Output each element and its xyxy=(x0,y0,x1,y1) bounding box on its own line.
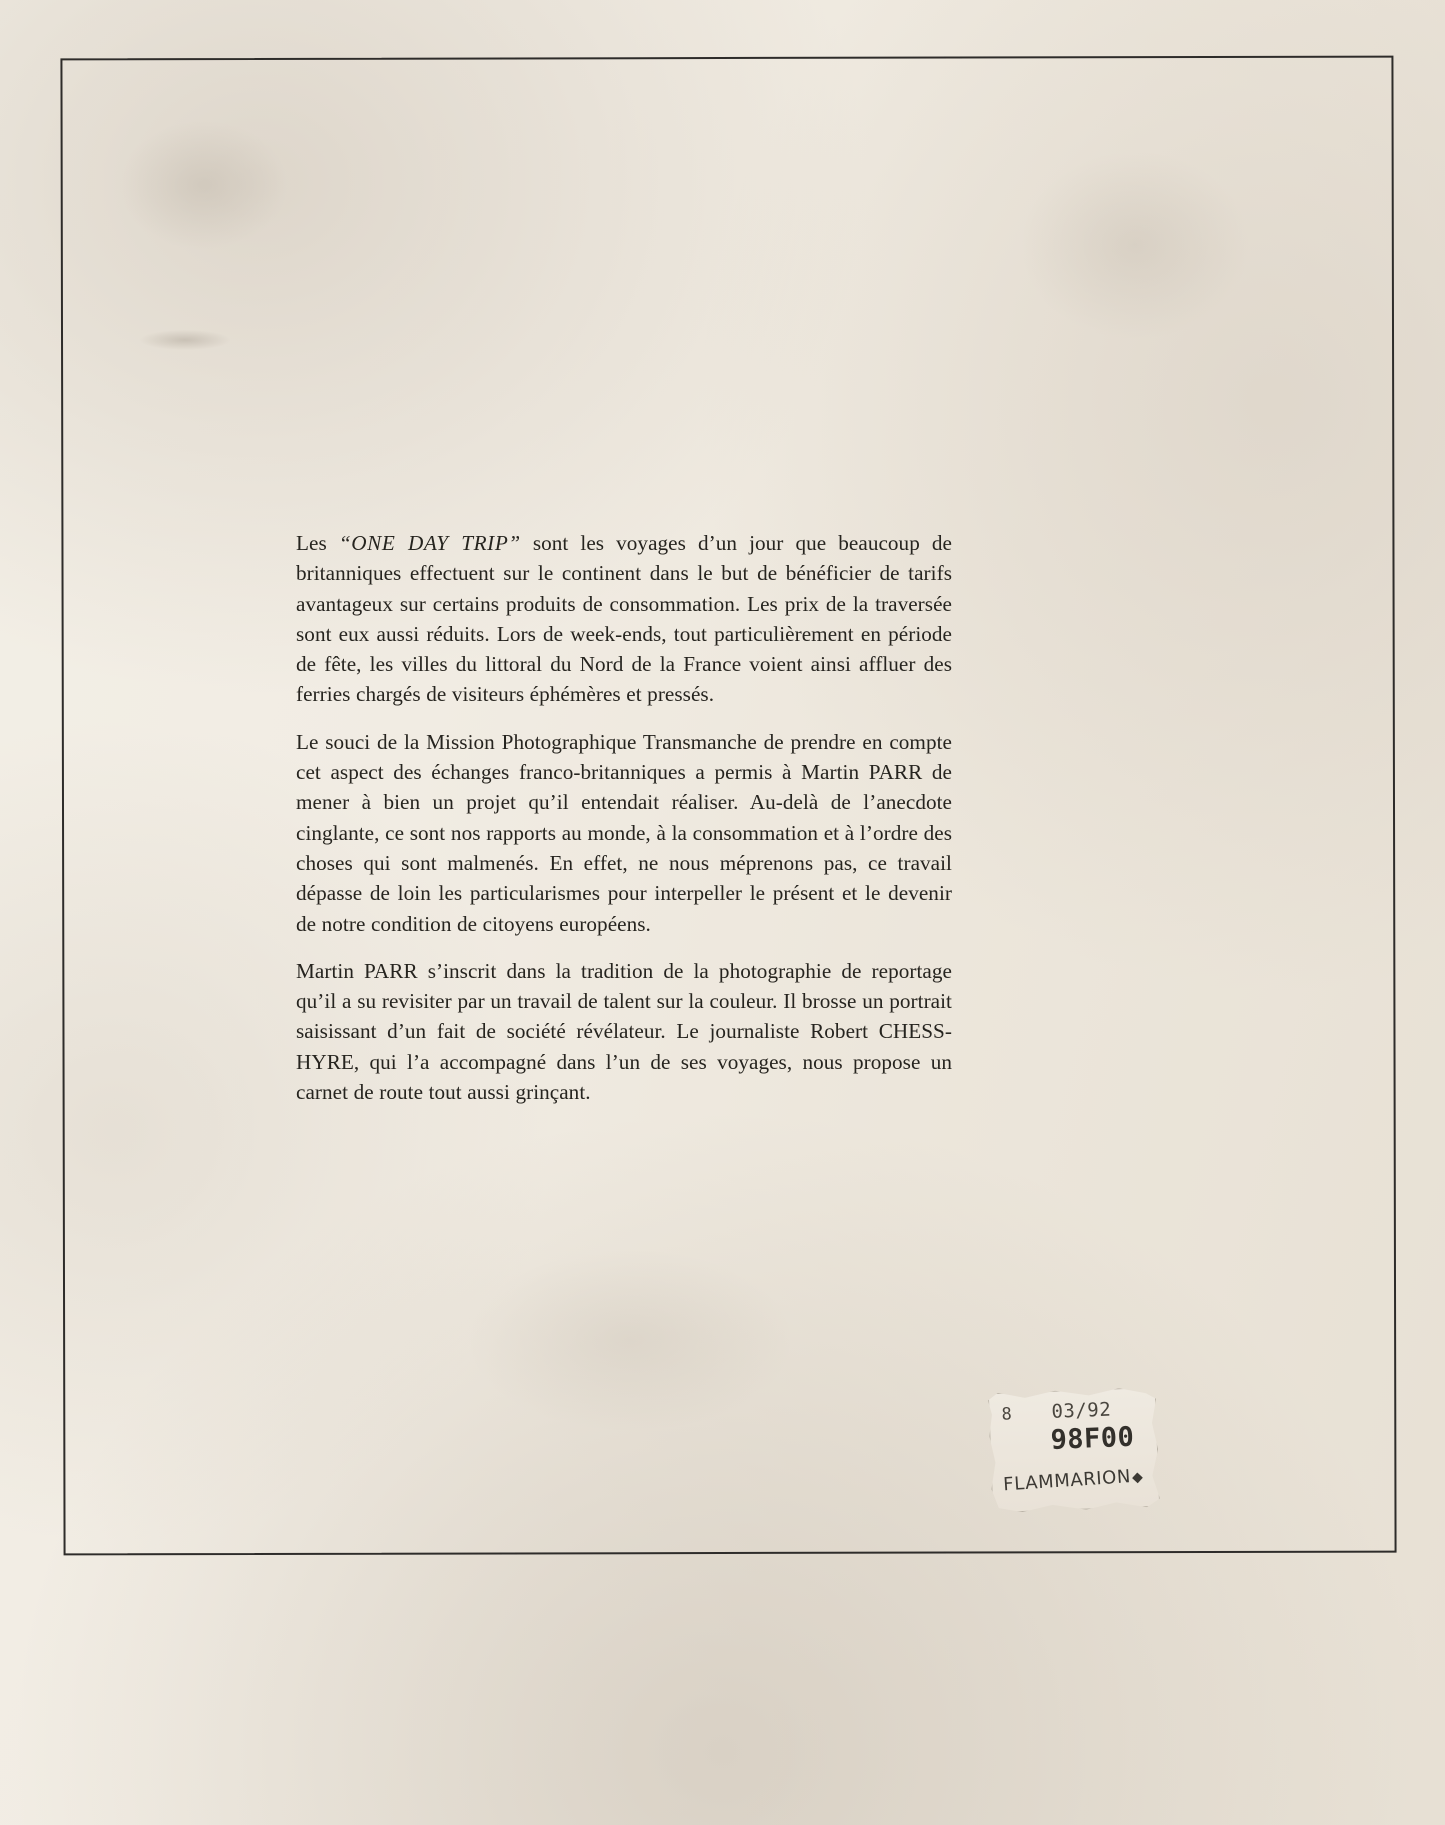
price-stamp xyxy=(988,1387,1160,1513)
stamp-mark-icon: ◆ xyxy=(1131,1470,1144,1486)
paragraph-1-emphasis: “ONE DAY TRIP” xyxy=(338,531,521,555)
paragraph-3: Martin PARR s’inscrit dans la tradition de la photographie de reportage qu’il a su revisiter par un travail de talent sur la couleur. Il brosse un portrait saisissant d’un fait de société révélateur. Le journaliste Robert CHESS-HYRE, qui l’a accompagné dans l’un de ses voyages, nous propose un carnet de route tout aussi grinçant. xyxy=(296,958,952,1105)
stamp-publisher: FLAMMARION xyxy=(1002,1466,1132,1496)
paragraph-1-lead: Les xyxy=(296,531,339,555)
stamp-date: 03/92 xyxy=(1051,1398,1112,1423)
stamp-number: 8 xyxy=(1001,1404,1013,1425)
stamp-price: 98F00 xyxy=(1050,1421,1135,1456)
paragraph-2: Le souci de la Mission Photographique Transmanche de prendre en compte cet aspect des échanges franco-britanniques a permis à Martin PARR de mener à bien un projet qu’il entendait réaliser. Au-delà de l’anecdote cinglante, ce sont nos rapports au monde, à la consommation et à l’ordre des choses qui sont malmenés. En effet, ne nous méprenons pas, ce travail dépasse de loin les particularismes pour interpeller le présent et le devenir de notre condition de citoyens européens. xyxy=(296,729,952,936)
paragraph-1-text: sont les voyages d’un jour que beaucoup de britanniques effectuent sur le continent dans le but de bénéficier de tarifs avantageux sur certains produits de consommation. Les prix de la traversée sont eux aussi réduits. Lors de week-ends, tout particulièrement en période de fête, les villes du littoral du Nord de la France voient ainsi affluer des ferries chargés de visiteurs éphémères et pressés. xyxy=(296,531,953,707)
body-text xyxy=(296,528,952,1107)
paragraph-1 xyxy=(296,528,952,710)
